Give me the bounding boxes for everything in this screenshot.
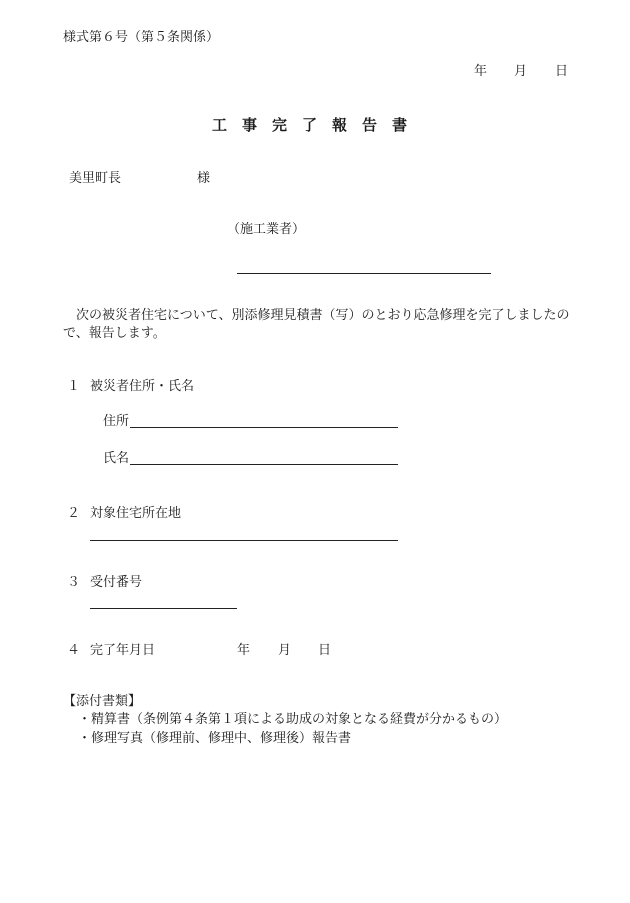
completion-day-label: 日 (318, 643, 332, 658)
completion-month-label: 月 (278, 643, 292, 658)
attachments-heading: 【添付書類】 (63, 694, 142, 709)
section-2-number: ２ (67, 506, 81, 521)
addressee-org: 美里町長 (69, 171, 122, 186)
date-month-label: 月 (514, 64, 528, 79)
section-3-number: ３ (67, 575, 81, 590)
contractor-label: （施工業者） (227, 222, 306, 237)
section-1-number: １ (67, 379, 81, 394)
addressee-honorific: 様 (197, 171, 211, 186)
attachment-item: ・精算書（条例第４条第１項による助成の対象となる経費が分かるもの） (78, 712, 508, 727)
section-4-number: ４ (67, 643, 81, 658)
form-number: 様式第６号（第５条関係） (63, 30, 220, 45)
date-year-label: 年 (474, 64, 488, 79)
address-label: 住所 (103, 414, 130, 429)
property-location-field[interactable] (90, 540, 398, 541)
attachment-item: ・修理写真（修理前、修理中、修理後）報告書 (78, 731, 352, 746)
section-2-label: 対象住宅所在地 (90, 506, 182, 521)
section-3-label: 受付番号 (90, 575, 143, 590)
document-title: 工事完了報告書 (212, 116, 423, 134)
reception-number-field[interactable] (90, 608, 237, 609)
contractor-signature-line[interactable] (237, 273, 491, 274)
intro-paragraph: 次の被災者住宅について、別添修理見積書（写）のとおり応急修理を完了しましたので、報告します。 (63, 308, 570, 341)
date-day-label: 日 (555, 64, 569, 79)
address-field[interactable] (130, 427, 398, 428)
section-1-label: 被災者住所・氏名 (90, 379, 195, 394)
section-4-label: 完了年月日 (90, 643, 156, 658)
completion-year-label: 年 (237, 643, 251, 658)
name-label: 氏名 (103, 451, 130, 466)
name-field[interactable] (130, 464, 398, 465)
